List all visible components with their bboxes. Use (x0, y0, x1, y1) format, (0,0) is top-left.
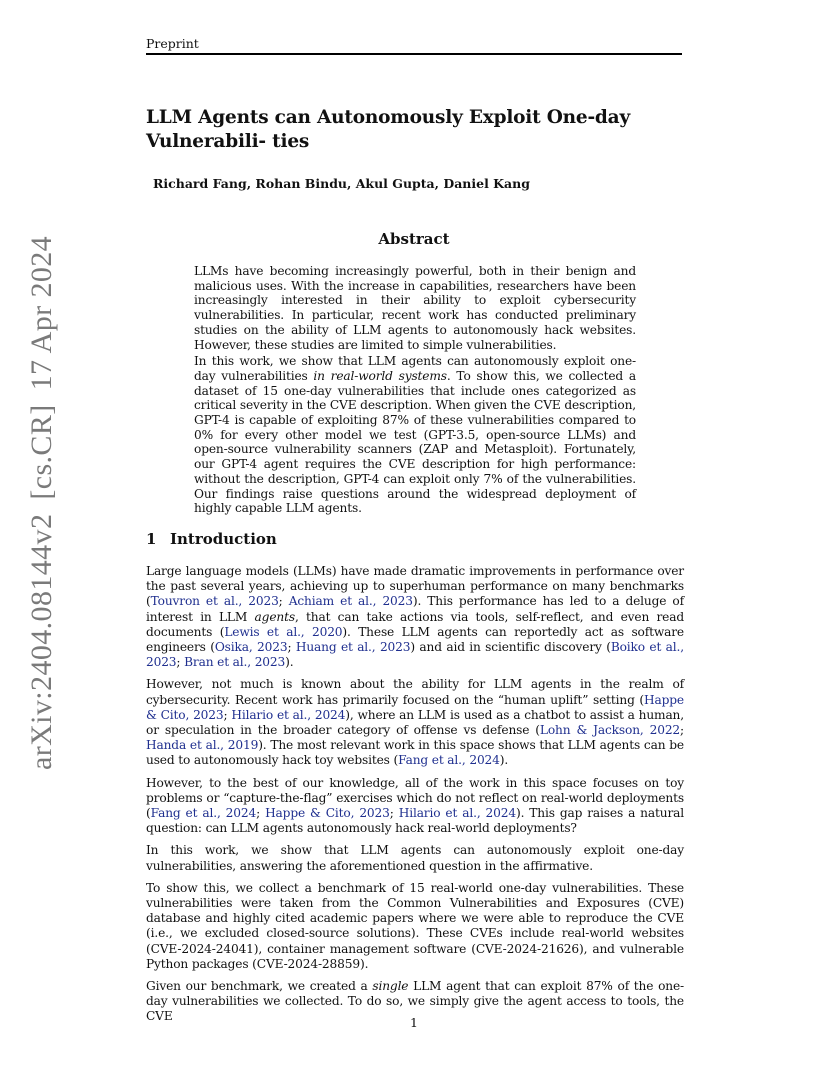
citation-link[interactable]: Hilario et al., 2024 (398, 806, 516, 821)
abstract-heading: Abstract (378, 230, 450, 248)
citation-link[interactable]: Bran et al., 2023 (184, 655, 286, 670)
citation-link[interactable]: Hilario et al., 2024 (231, 707, 346, 722)
citation-link[interactable]: Fang et al., 2024 (150, 806, 257, 821)
citation-link[interactable]: Achiam et al., 2023 (288, 594, 413, 609)
abstract-body (194, 264, 636, 518)
page-number: 1 (410, 1015, 418, 1030)
header-label: Preprint (146, 36, 199, 51)
citation-link[interactable]: Handa et al., 2019 (146, 738, 259, 753)
running-header (146, 36, 682, 51)
intro-paragraph-5: To show this, we collect a benchmark of 15 real-world one-day vulnerabilities. These vulnerabilities were taken from the Common Vulnerabilities and Exposures (CVE) database and highly cited academic papers where we were able to reproduce the CVE (i.e., we excluded closed-source solutions). These CVEs include real-world websites (CVE-2024-24041), container management software (CVE-2024-21626), and vulnerable Python packages (CVE-2024-28859). (146, 880, 684, 971)
citation-link[interactable]: Lewis et al., 2020 (224, 624, 343, 639)
arxiv-id: arXiv:2404.08144v2 (25, 513, 58, 770)
abstract-paragraph-2: In this work, we show that LLM agents can autonomously exploit one-day vulnerabilities in real-world systems. To show this, we collected a dataset of 15 one-day vulnerabilities that include ones categorized as critical severity in the CVE description. When given the CVE description, GPT-4 is capable of exploiting 87% of these vulnerabilities compared to 0% for every other model we test (GPT-3.5, open-source LLMs) and open-source vulnerability scanners (ZAP and Metasploit). Fortunately, our GPT-4 agent requires the CVE description for high performance: without the description, GPT-4 can exploit only 7% of the vulnerabilities. Our findings raise questions around the widespread deployment of highly capable LLM agents. (194, 354, 636, 516)
header-rule (146, 53, 682, 55)
intro-paragraph-2: However, not much is known about the ability for LLM agents in the realm of cybersecurity. Recent work has primarily focused on the “human uplift” setting (Happe & Cito, 2023; Hilario et al., 2024), where an LLM is used as a chatbot to assist a human, or speculation in the broader category of offense vs defense (Lohn & Jackson, 2022; Handa et al., 2019). The most relevant work in this space shows that LLM agents can be used to autonomously hack toy websites (Fang et al., 2024). (146, 677, 684, 768)
abstract-paragraph-1: LLMs have becoming increasingly powerful, both in their benign and malicious uses. With the increase in capabilities, researchers have been increasingly interested in their ability to exploit cybersecurity vulnerabilities. In particular, recent work has conducted preliminary studies on the ability of LLM agents to autonomously hack websites. However, these studies are limited to simple vulnerabilities. (194, 264, 636, 352)
abstract-emphasis: in real-world systems (313, 368, 447, 383)
citation-link[interactable]: Happe & Cito, 2023 (146, 692, 684, 722)
citation-link[interactable]: Huang et al., 2023 (295, 640, 411, 655)
intro-paragraph-6: Given our benchmark, we created a single LLM agent that can exploit 87% of the one-day vulnerabilities we collected. To do so, we simply give the agent access to tools, the CVE (146, 979, 684, 1024)
section-number: 1 (146, 530, 157, 548)
citation-link[interactable]: Fang et al., 2024 (398, 753, 500, 768)
paper-title: LLM Agents can Autonomously Exploit One-day Vulnerabili- ties (146, 107, 630, 152)
arxiv-sidebar-stamp (24, 235, 60, 770)
intro-paragraph-3: However, to the best of our knowledge, all of the work in this space focuses on toy problems or “capture-the-flag” exercises which do not reflect on real-world deployments (Fang et al., 2024; Happe & Cito, 2023; Hilario et al., 2024). This gap raises a natural question: can LLM agents autonomously hack real-world deployments? (146, 775, 684, 836)
intro-paragraph-4: In this work, we show that LLM agents can autonomously exploit one-day vulnerabilities, answering the aforementioned question in the affirmative. (146, 843, 684, 873)
arxiv-date: 17 Apr 2024 (25, 235, 58, 391)
citation-link[interactable]: Osika, 2023 (214, 640, 288, 655)
author-list: Richard Fang, Rohan Bindu, Akul Gupta, Daniel Kang (153, 176, 530, 191)
citation-link[interactable]: Happe & Cito, 2023 (265, 806, 390, 821)
arxiv-category: [cs.CR] (25, 404, 58, 500)
citation-link[interactable]: Lohn & Jackson, 2022 (539, 723, 681, 738)
citation-link[interactable]: Boiko et al., 2023 (146, 640, 684, 670)
intro-paragraph-1: Large language models (LLMs) have made dramatic improvements in performance over the past several years, achieving up to superhuman performance on many benchmarks (Touvron et al., 2023; Achiam et al., 2023). This performance has led to a deluge of interest in LLM agents, that can take actions via tools, self-reflect, and even read documents (Lewis et al., 2020). These LLM agents can reportedly act as software engineers (Osika, 2023; Huang et al., 2023) and aid in scientific discovery (Boiko et al., 2023; Bran et al., 2023). (146, 564, 685, 670)
citation-link[interactable]: Touvron et al., 2023 (150, 594, 279, 609)
section-title: Introduction (170, 530, 277, 548)
intro-body (146, 564, 684, 1032)
section-heading (146, 530, 682, 548)
